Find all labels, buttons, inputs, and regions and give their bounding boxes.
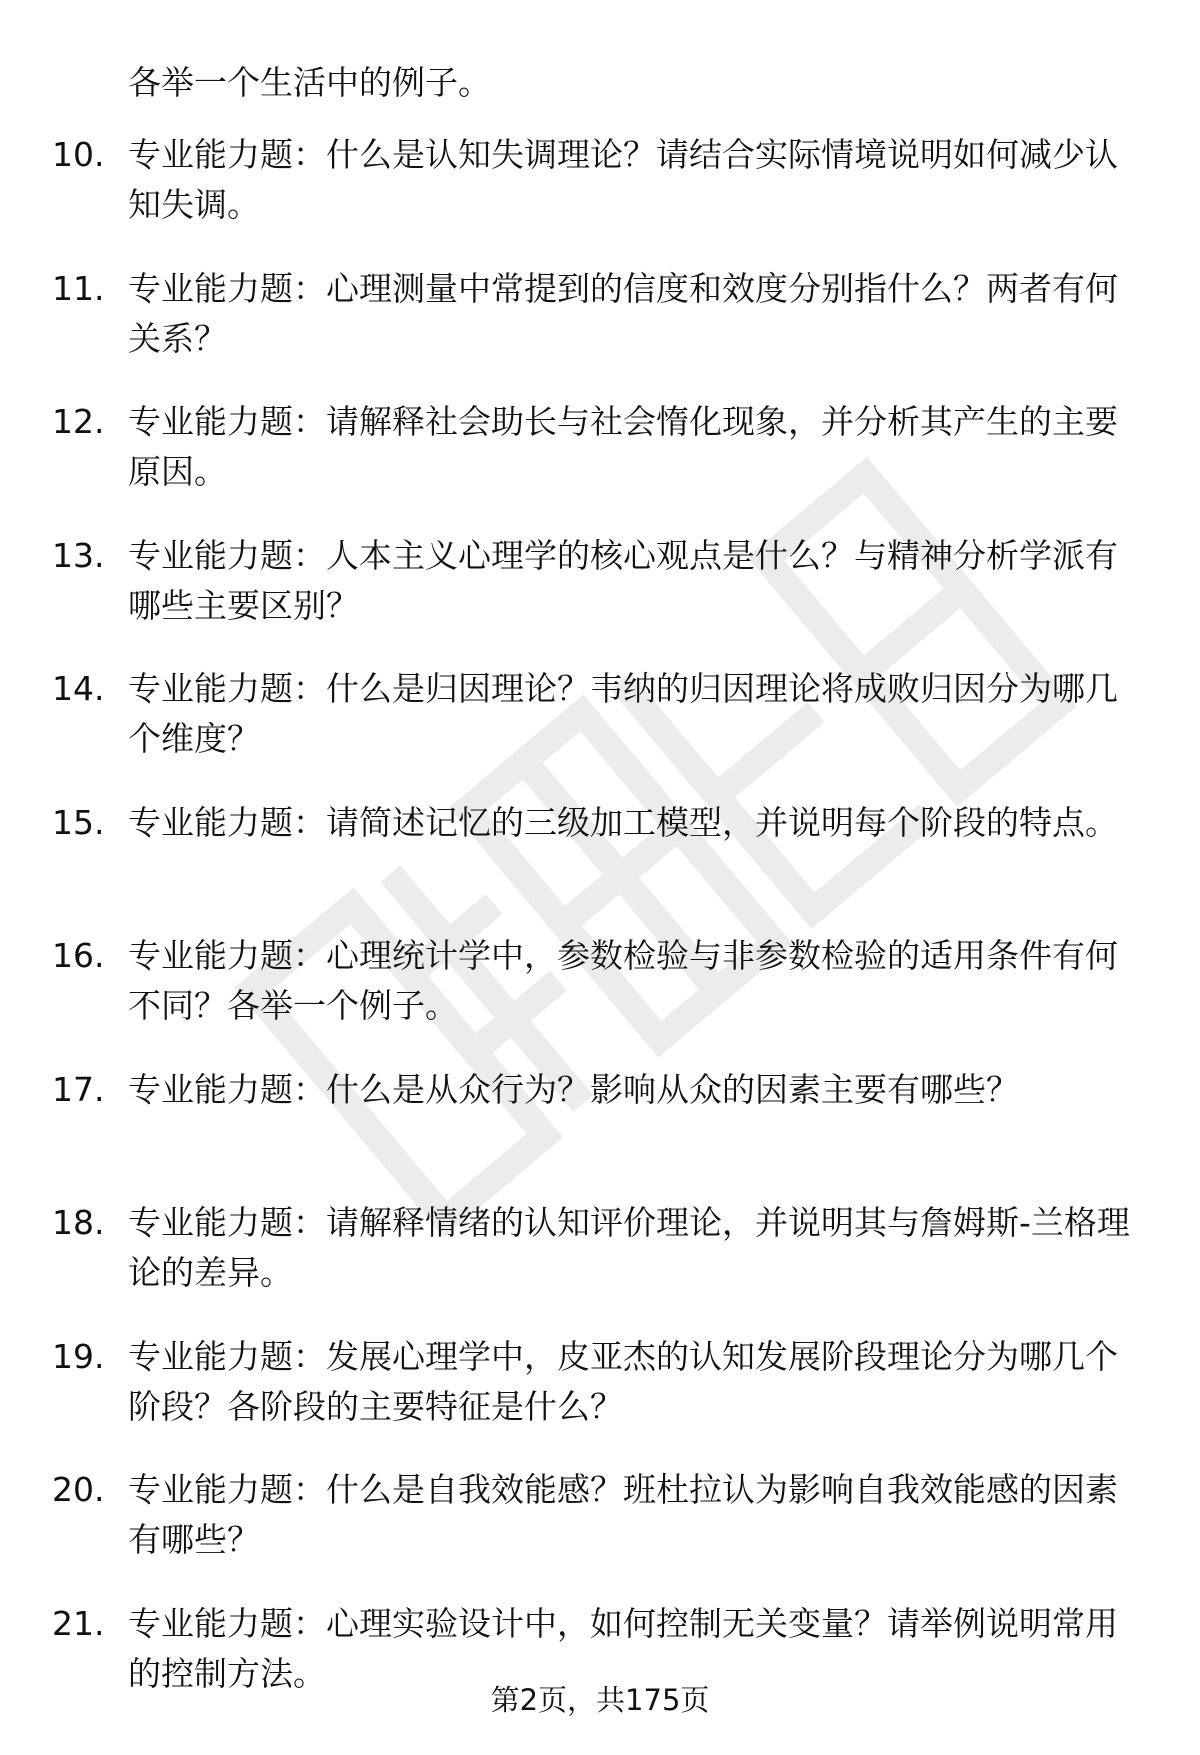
question-number: 15. <box>52 802 105 842</box>
question-text: 专业能力题：什么是归因理论？韦纳的归因理论将成败归因分为哪几个维度？ <box>128 669 1118 758</box>
page-number-footer: 第2页，共175页 <box>490 1683 710 1717</box>
question-item <box>0 531 1200 665</box>
question-item <box>0 1332 1200 1466</box>
question-number: 14. <box>52 669 105 708</box>
question-text: 专业能力题：心理实验设计中，如何控制无关变量？请举例说明常用的控制方法。 <box>128 1603 1118 1693</box>
question-number: 18. <box>52 1203 105 1242</box>
question-number: 21. <box>52 1603 105 1643</box>
question-number: 20. <box>52 1470 105 1509</box>
question-item <box>0 1465 1200 1599</box>
question-number: 12. <box>52 402 105 441</box>
question-number: 11. <box>52 268 105 308</box>
question-item <box>0 397 1200 531</box>
question-item <box>0 1198 1200 1332</box>
question-text: 专业能力题：请解释情绪的认知评价理论，并说明其与詹姆斯-兰格理论的差异。 <box>128 1203 1130 1292</box>
question-text: 专业能力题：什么是自我效能感？班杜拉认为影响自我效能感的因素有哪些？ <box>128 1470 1118 1559</box>
question-item <box>0 130 1200 264</box>
question-text: 专业能力题：发展心理学中，皮亚杰的认知发展阶段理论分为哪几个阶段？各阶段的主要特征是什么？ <box>128 1336 1118 1426</box>
question-text: 专业能力题：什么是认知失调理论？请结合实际情境说明如何减少认知失调。 <box>128 135 1118 224</box>
question-text: 专业能力题：心理统计学中，参数检验与非参数检验的适用条件有何不同？各举一个例子。 <box>128 936 1118 1025</box>
question-text: 专业能力题：请简述记忆的三级加工模型，并说明每个阶段的特点。 <box>128 802 1118 842</box>
question-text: 专业能力题：心理测量中常提到的信度和效度分别指什么？两者有何关系？ <box>128 268 1118 358</box>
question-number: 13. <box>52 535 105 575</box>
question-number: 17. <box>52 1069 105 1109</box>
question-number: 10. <box>52 135 105 174</box>
question-list <box>0 130 1200 1732</box>
question-item <box>0 798 1200 932</box>
question-text: 专业能力题：人本主义心理学的核心观点是什么？与精神分析学派有哪些主要区别？ <box>128 535 1118 625</box>
question-item <box>0 664 1200 798</box>
question-item <box>0 931 1200 1065</box>
question-item <box>0 264 1200 398</box>
question-number: 19. <box>52 1336 105 1376</box>
question-item <box>0 1065 1200 1199</box>
continuation-text: 各举一个生活中的例子。 <box>128 63 491 102</box>
question-number: 16. <box>52 936 105 975</box>
question-text: 专业能力题：什么是从众行为？影响从众的因素主要有哪些？ <box>128 1069 1019 1109</box>
question-text: 专业能力题：请解释社会助长与社会惰化现象，并分析其产生的主要原因。 <box>128 402 1118 491</box>
